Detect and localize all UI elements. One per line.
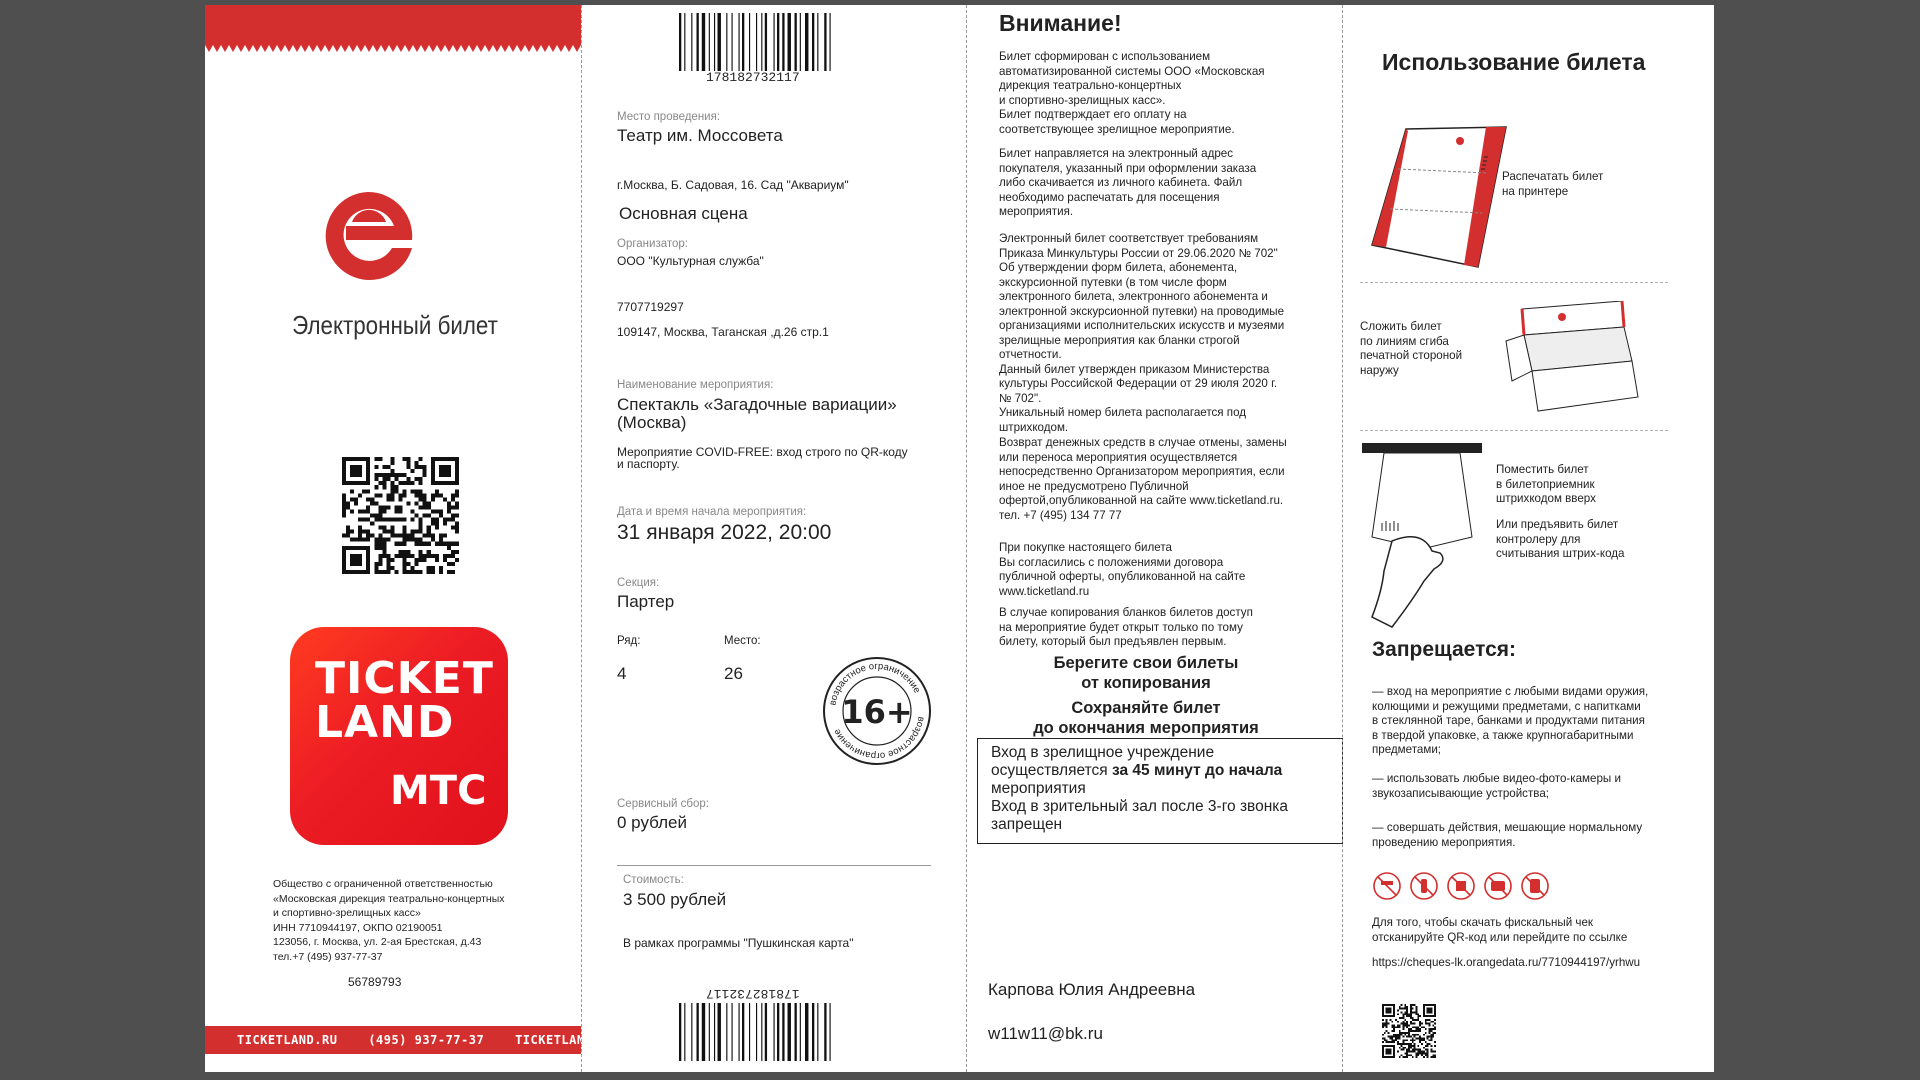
- warn-copy: [976, 653, 1316, 693]
- event-city: (Москва): [617, 413, 687, 432]
- prohibited-heading: Запрещается:: [1372, 638, 1517, 661]
- warn-copy-line: Берегите свои билеты: [1053, 654, 1239, 672]
- warn-keep: [976, 698, 1316, 738]
- step-text: Поместить билет: [1496, 463, 1589, 476]
- section-value: Партер: [617, 592, 675, 611]
- stage-name: Основная сцена: [619, 204, 748, 223]
- text-line: либо скачивается из личного кабинета. Файл: [999, 176, 1243, 189]
- text-line: штрихкодом.: [999, 420, 1069, 434]
- step-print: [1502, 170, 1603, 199]
- panel-ticket-details: [581, 5, 966, 1072]
- package-icon: [1456, 881, 1466, 891]
- para-copy: [999, 606, 1329, 650]
- qr-code: [342, 457, 459, 574]
- weapon-icon: [1381, 881, 1393, 885]
- covid-note: и паспорту.: [617, 457, 680, 471]
- org-line: 123056, г. Москва, ул. 2-ая Брестская, д.43: [273, 936, 482, 948]
- step-text: Распечатать билет: [1502, 170, 1604, 183]
- step-fold: [1360, 320, 1462, 378]
- step-text: Сложить билет: [1360, 320, 1442, 333]
- text-line: — использовать любые видео-фото-камеры и: [1372, 772, 1621, 785]
- prohibited-icons: [1372, 871, 1552, 901]
- entry-rules-box: [977, 738, 1343, 844]
- entry-rule-line: [991, 762, 1329, 780]
- text-line: При покупке настоящего билета: [999, 541, 1172, 554]
- text-line: www.ticketland.ru: [999, 584, 1090, 598]
- text-line: билету, который был предъявлен первым.: [999, 635, 1227, 648]
- text-line: электронного билета, электронного абонемента и: [999, 290, 1268, 303]
- cost-label: Стоимость:: [623, 874, 684, 886]
- text-line: Об утверждении форм билета, абонемента,: [999, 261, 1238, 274]
- text-line: Билет направляется на электронный адрес: [999, 147, 1234, 160]
- text-line: колющими и режущими предметами, с напитками: [1372, 699, 1641, 713]
- electronic-ticket-label: Электронный билет: [292, 310, 498, 340]
- event-datetime: 31 января 2022, 20:00: [617, 521, 832, 544]
- text-line: непосредственно Организатором мероприятия, если: [999, 465, 1285, 478]
- attention-heading: Внимание!: [999, 10, 1122, 36]
- text-line: отчетности.: [999, 348, 1062, 361]
- text-line: — вход на мероприятие с любыми видами оружия,: [1372, 685, 1649, 698]
- seat-value: 26: [724, 664, 743, 683]
- organizer-inn: 7707719297: [617, 300, 684, 314]
- receipt-qr-code: [1382, 1004, 1436, 1058]
- organizer-label: Организатор:: [617, 238, 688, 250]
- svg-text:возрастное ограничение: возрастное ограничение: [831, 715, 927, 762]
- text-line: зрелищные мероприятия как бланки строгой: [999, 333, 1240, 347]
- age-rating-badge: [821, 655, 933, 767]
- covid-note: Мероприятие COVID-FREE: вход строго по QR-коду: [617, 445, 908, 459]
- divider: [1360, 282, 1668, 283]
- entry-rule-text: осуществляется: [991, 762, 1112, 779]
- org-line: «Московская дирекция театрально-концертных: [273, 892, 505, 905]
- text-line: необходимо распечатать для посещения: [999, 190, 1220, 204]
- org-line: ИНН 7710944197, ОКПО 02190051: [273, 921, 443, 934]
- organizer-address: 109147, Москва, Таганская ,д.26 стр.1: [617, 325, 829, 339]
- age-rating-value: 16+: [841, 693, 913, 731]
- program-note: В рамках программы "Пушкинская карта": [623, 936, 854, 950]
- phone-icon: [1530, 879, 1540, 893]
- text-line: культуры Российской Федерации от 29 июля 2020 г.: [999, 377, 1278, 390]
- org-line: Общество с ограниченной ответственностью: [273, 878, 493, 890]
- top-red-band: [205, 5, 581, 45]
- divider: [1360, 430, 1668, 431]
- event-title: Спектакль «Загадочные вариации»: [617, 395, 897, 414]
- warn-keep-line: Сохраняйте билет: [1071, 699, 1221, 717]
- step-text: наружу: [1360, 363, 1399, 377]
- organization-info: [273, 877, 563, 964]
- para-issued: [999, 50, 1329, 137]
- seat-label: Место:: [724, 635, 761, 647]
- step-text: печатной стороной: [1360, 349, 1463, 362]
- row-value: 4: [617, 664, 627, 683]
- holder-name: Карпова Юлия Андреевна: [988, 980, 1196, 999]
- venue-label: Место проведения:: [617, 111, 721, 123]
- step-show: [1496, 518, 1624, 562]
- text-line: В случае копирования бланков билетов доступ: [999, 606, 1253, 619]
- panel-brand: [205, 5, 616, 1072]
- barcode-number-bottom: 178182732117: [706, 986, 800, 1001]
- step-text: Или предъявить билет: [1496, 518, 1619, 531]
- para-refund: [999, 436, 1329, 523]
- barcode-bottom: [679, 1003, 866, 1061]
- receipt-link[interactable]: https://cheques-lk.orangedata.ru/7710944197/yrhwu: [1372, 956, 1641, 969]
- text-line: мероприятия.: [999, 205, 1074, 218]
- panel-attention: [966, 5, 1342, 1072]
- text-line: покупателя, указанный при оформлении заказа: [999, 161, 1257, 175]
- cost-value: 3 500 рублей: [623, 890, 727, 909]
- text-line: дирекция театрально-концертных: [999, 79, 1182, 92]
- insert-ticket-illustration-icon: [1362, 441, 1492, 631]
- text-line: Данный билет утвержден приказом Министерства: [999, 362, 1270, 376]
- text-line: организациями исполнительских искусств и музеями: [999, 319, 1285, 332]
- text-line: автоматизированной системы ООО «Московская: [999, 64, 1265, 78]
- event-label: Наименование мероприятия:: [617, 379, 774, 391]
- step-text: в билетоприемник: [1496, 477, 1595, 491]
- entry-rule-line: Вход в зрительный зал после 3-го звонка: [991, 798, 1289, 815]
- venue-address: г.Москва, Б. Садовая, 16. Сад "Аквариум": [617, 178, 849, 192]
- org-line: тел.+7 (495) 937-77-37: [273, 950, 383, 963]
- footer-contacts: TICKETLAND.RU (495) 937-77-37 TICKETLAND.RU: [205, 1026, 581, 1054]
- fee-value: 0 рублей: [617, 813, 687, 832]
- text-line: Приказа Минкультуры России от 29.06.2020 № 702": [999, 246, 1278, 260]
- organizer-name: ООО "Культурная служба": [617, 254, 764, 268]
- electronic-ticket-logo-icon: [322, 188, 414, 286]
- panel-usage: [1342, 5, 1714, 1072]
- warn-copy-line: от копирования: [1081, 674, 1211, 692]
- text-line: Возврат денежных средств в случае отмены, замены: [999, 436, 1287, 449]
- venue-name: Театр им. Моссовета: [617, 126, 783, 145]
- text-line: иное не предусмотрено Публичной: [999, 479, 1189, 493]
- step-text: на принтере: [1502, 184, 1569, 198]
- svg-text:возрастное ограничение: возрастное ограничение: [827, 660, 923, 707]
- text-line: Вы согласились с положениями договора: [999, 555, 1224, 569]
- para-offer: [999, 541, 1329, 599]
- prohibited-disrupt: [1372, 821, 1642, 850]
- barcode-number: 178182732117: [706, 70, 800, 85]
- logo-text-mts: МТС: [390, 768, 487, 814]
- step-insert: [1496, 463, 1596, 507]
- text-line: № 702".: [999, 391, 1042, 405]
- camera-icon: [1491, 881, 1505, 891]
- row-label: Ряд:: [617, 635, 641, 647]
- section-label: Секция:: [617, 577, 660, 589]
- step-text: контролеру для: [1496, 532, 1581, 546]
- entry-rule-line: Вход в зрелищное учреждение: [991, 744, 1215, 761]
- text-line: в твердой упаковке, а также крупногабаритными: [1372, 728, 1634, 742]
- text-line: предметами;: [1372, 743, 1442, 756]
- text-line: на мероприятие будет открыт только по тому: [999, 620, 1243, 634]
- fold-ticket-illustration-icon: [1502, 301, 1642, 421]
- para-legal: [999, 232, 1329, 435]
- ticketland-mts-logo: [290, 627, 508, 845]
- text-line: Уникальный номер билета располагается под: [999, 406, 1247, 419]
- perforation-edge: [205, 45, 581, 52]
- entry-rule-bold: за 45 минут до начала: [1111, 762, 1283, 779]
- step-text: штрихкодом вверх: [1496, 492, 1596, 505]
- text-line: — совершать действия, мешающие нормальному: [1372, 821, 1643, 834]
- text-line: офертой,опубликованной на сайте www.ticketland.ru.: [999, 494, 1284, 507]
- logo-text-ticket: TICKET: [315, 653, 494, 704]
- entry-rule-line: запрещен: [991, 816, 1063, 833]
- receipt-instructions: [1372, 916, 1627, 945]
- print-ticket-illustration-icon: [1368, 117, 1510, 277]
- text-line: публичной оферты, опубликованной на сайте: [999, 570, 1246, 583]
- text-line: Билет подтверждает его оплату на: [999, 108, 1187, 121]
- prohibited-cameras: [1372, 772, 1621, 801]
- barcode-top: [679, 13, 866, 71]
- fee-label: Сервисный сбор:: [617, 798, 709, 810]
- receipt-text: отсканируйте QR-код или перейдите по ссылке: [1372, 930, 1628, 944]
- text-line: Электронный билет соответствует требованиям: [999, 232, 1259, 245]
- datetime-label: Дата и время начала мероприятия:: [617, 506, 807, 518]
- text-line: проведению мероприятия.: [1372, 835, 1516, 849]
- warn-keep-line: до окончания мероприятия: [1033, 719, 1259, 737]
- usage-heading: Использование билета: [1382, 49, 1646, 75]
- ticket-code: 56789793: [348, 975, 402, 989]
- step-text: по линиям сгиба: [1360, 334, 1449, 348]
- text-line: электронной экскурсионной путевки) на проводимые: [999, 304, 1285, 318]
- step-text: считывания штрих-кода: [1496, 547, 1625, 560]
- logo-text-land: LAND: [315, 697, 455, 748]
- org-line: и спортивно-зрелищных касс»: [273, 907, 421, 919]
- divider: [617, 865, 931, 866]
- text-line: в стеклянной таре, банками и продуктами питания: [1372, 714, 1645, 727]
- prohibited-weapons: [1372, 685, 1648, 758]
- para-delivery: [999, 147, 1329, 220]
- text-line: тел. +7 (495) 134 77 77: [999, 508, 1122, 522]
- text-line: Билет сформирован с использованием: [999, 50, 1211, 63]
- entry-rule-line: мероприятия: [991, 780, 1086, 797]
- text-line: звукозаписывающие устройства;: [1372, 786, 1549, 800]
- text-line: или переноса мероприятия осуществляется: [999, 450, 1238, 464]
- text-line: соответствующее зрелищное мероприятие.: [999, 122, 1235, 136]
- bottle-icon: [1421, 879, 1427, 893]
- ticket-sheet: [205, 5, 1714, 1072]
- text-line: и спортивно-зрелищных касс».: [999, 93, 1166, 107]
- text-line: экскурсионной путевки (в том числе форм: [999, 275, 1227, 289]
- holder-email: w11w11@bk.ru: [988, 1024, 1103, 1043]
- receipt-text: Для того, чтобы скачать фискальный чек: [1372, 916, 1593, 929]
